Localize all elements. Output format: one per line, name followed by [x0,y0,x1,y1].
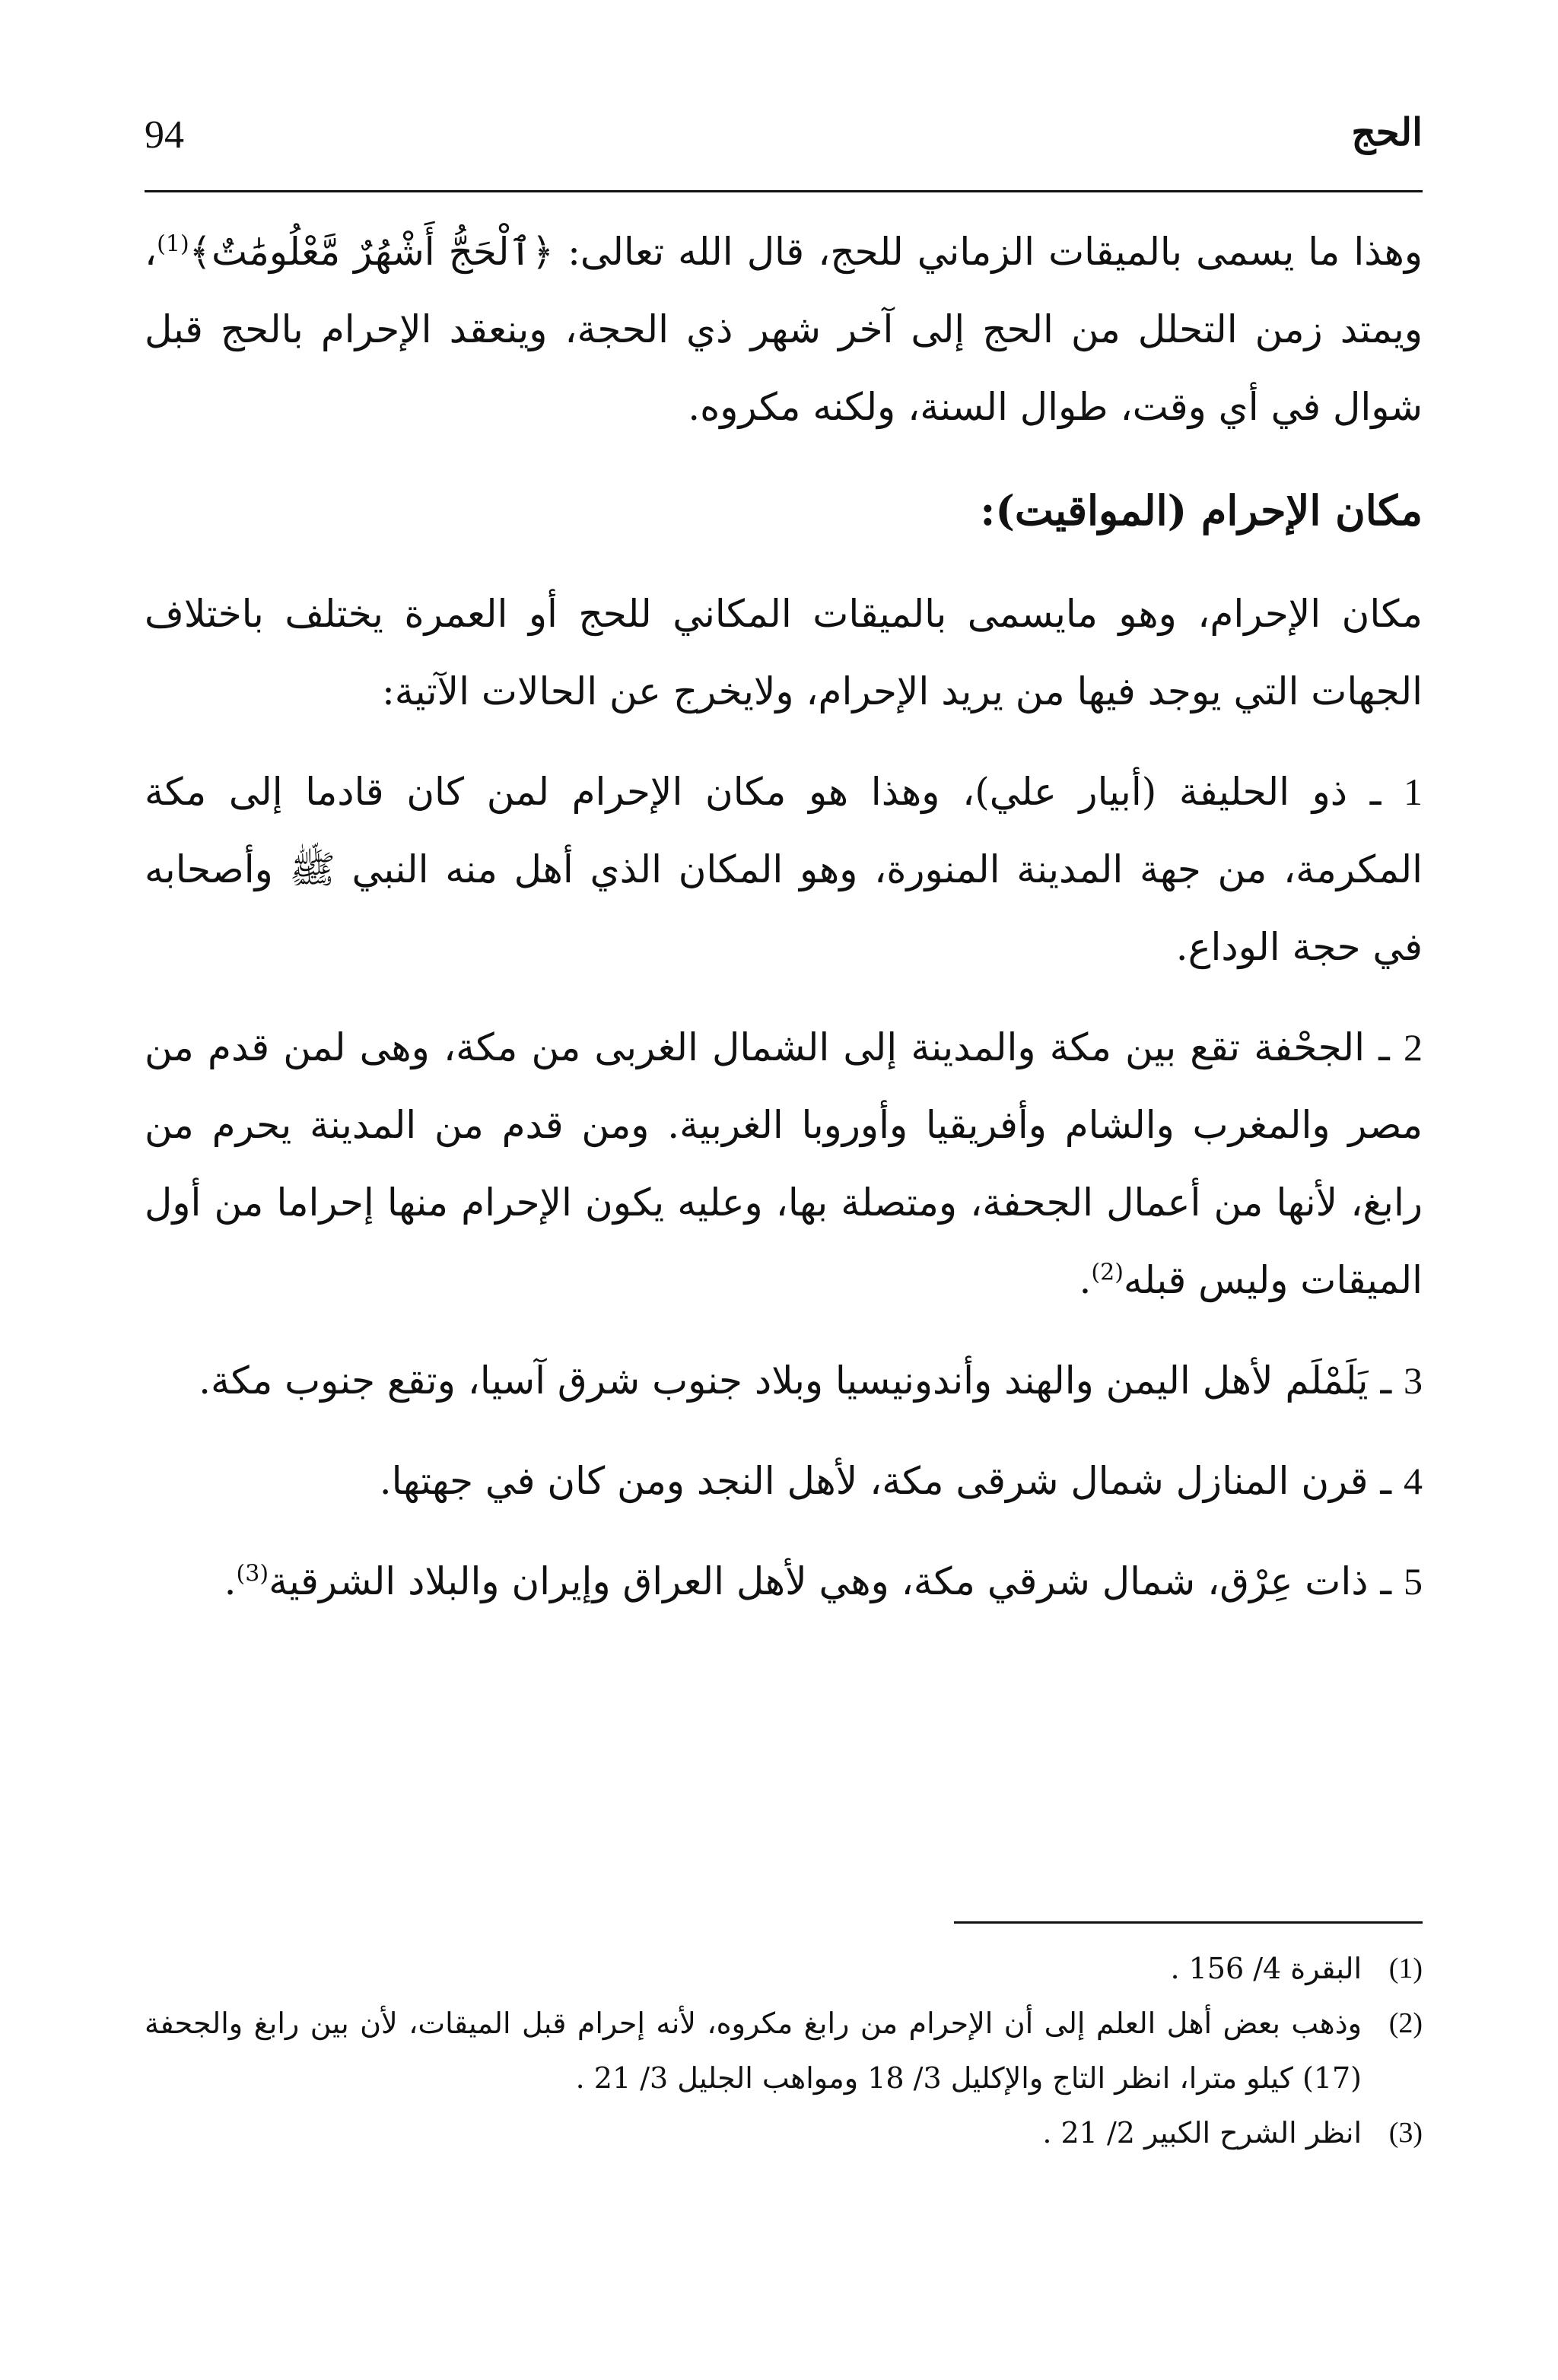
footnote-text: انظر الشرح الكبير 2/ 21 . [1042,2116,1362,2150]
footnote-ref-3[interactable]: (3) [236,1560,269,1587]
header-divider [145,190,1423,192]
footnote-mark: (3) [1388,2117,1423,2149]
list-item-1 [145,753,1423,986]
list-item-text: ـ الجحْفة تقع بين مكة والمدينة إلى الشمال الغربى من مكة، وهى لمن قدم من مصر والمغرب والشام وأفريقيا وأوروبا الغربية. ومن قدم من المدينة يحرم من رابغ، لأنها من أعمال الجحفة، ومتصلة بها، وعليه يكون الإحرام منها إحراما من أول الميقات وليس قبله [145,1025,1423,1302]
footnote-mark: (2) [1388,2007,1423,2039]
list-item-number: 1 [1403,771,1423,813]
page-header [145,105,1423,173]
footnotes [145,1941,1423,2160]
footnote-divider [954,1921,1423,1924]
footnote-3 [145,2105,1423,2160]
list-item-text: ـ ذو الحليفة (أبيار علي)، وهذا هو مكان الإحرام لمن كان قادما إلى مكة المكرمة، من جهة المدينة المنورة، وهو المكان الذي أهل منه النبي ﷺ وأصحابه في حجة الوداع. [145,770,1423,969]
page-number: 94 [145,113,184,157]
list-item-number: 5 [1404,1560,1423,1603]
footnote-1 [145,1941,1423,1996]
intro-text-continued: ، ويمتد زمن التحلل من الحج إلى آخر شهر ذي الحجة، وينعقد الإحرام بالحج قبل شوال في أي وقت، طوال السنة، ولكنه مكروه. [145,230,1423,429]
footnote-ref-2[interactable]: (2) [1091,1259,1124,1286]
footnote-text: وذهب بعض أهل العلم إلى أن الإحرام من رابغ مكروه، لأنه إحرام قبل الميقات، لأن بين رابغ والجحفة (17) كيلو مترا، انظر التاج والإكليل 3/ 18 ومواهب الجليل 3/ 21 . [145,2007,1362,2095]
intro-text: وهذا ما يسمى بالميقات الزماني للحج، قال الله تعالى: ﴿ٱلْحَجُّ أَشْهُرٌ مَّعْلُومَٰتٌ﴾ [189,230,1423,274]
list-item-number: 2 [1404,1026,1423,1069]
list-item-text: ـ قرن المنازل شمال شرقى مكة، لأهل النجد ومن كان في جهتها. [379,1459,1392,1503]
list-item-end: . [224,1559,237,1603]
footnote-2 [145,1996,1423,2105]
section-intro: مكان الإحرام، وهو مايسمى بالميقات المكاني للحج أو العمرة يختلف باختلاف الجهات التي يوجد فيها من يريد الإحرام، ولايخرج عن الحالات الآتية: [145,592,1423,713]
footnote-text: البقرة 4/ 156 . [1170,1952,1362,1985]
footnote-ref-1[interactable]: (1) [157,230,189,258]
list-item-number: 3 [1404,1359,1423,1402]
list-item-4 [145,1442,1423,1520]
intro-paragraph [145,213,1423,446]
list-item-end: . [1079,1258,1092,1302]
list-item-3 [145,1342,1423,1419]
section-heading: مكان الإحرام (المواقيت): [980,486,1423,535]
list-item-2 [145,1009,1423,1319]
footnote-mark: (1) [1388,1953,1423,1984]
list-item-text: ـ ذات عِرْق، شمال شرقي مكة، وهي لأهل العراق وإيران والبلاد الشرقية [269,1559,1392,1603]
list-item-5 [145,1543,1423,1620]
list-item-text: ـ يَلَمْلَم لأهل اليمن والهند وأندونيسيا وبلاد جنوب شرق آسيا، وتقع جنوب مكة. [199,1358,1392,1403]
running-title: الحج [1351,110,1423,154]
list-item-number: 4 [1404,1460,1423,1502]
main-text [145,213,1423,1643]
